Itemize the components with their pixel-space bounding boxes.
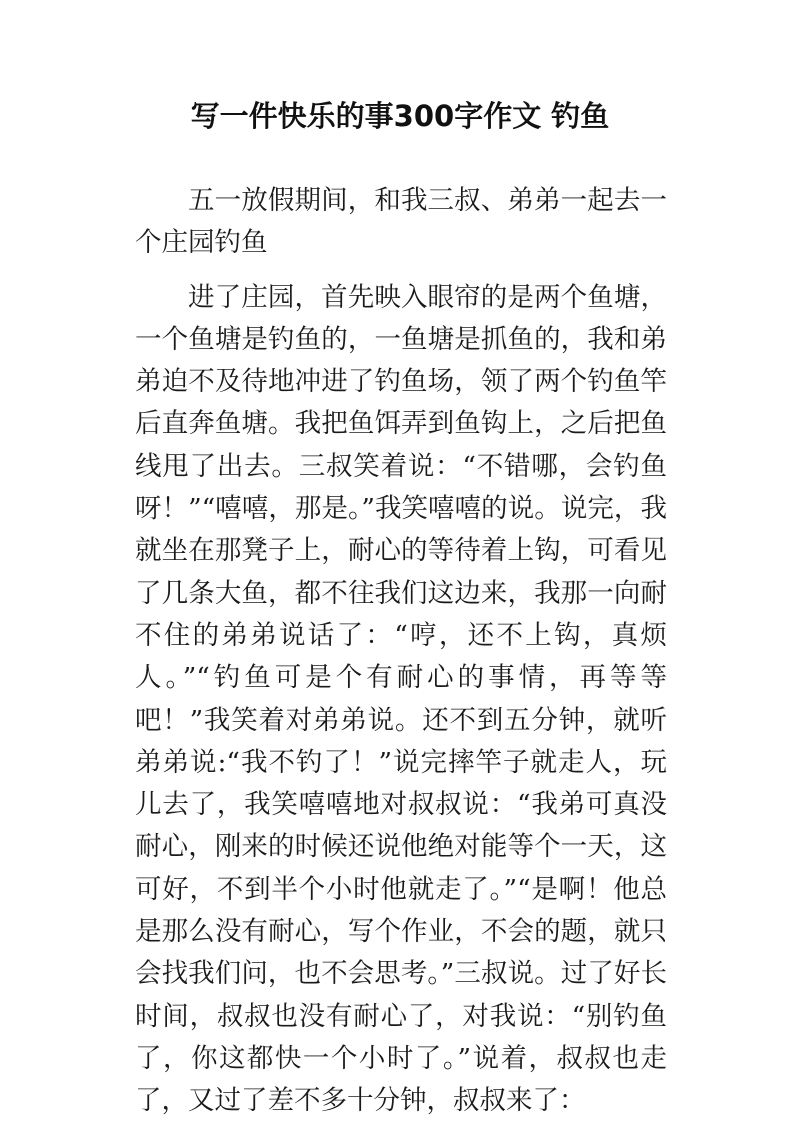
paragraph-intro: 五一放假期间，和我三叔、弟弟一起去一个庄园钓鱼 — [135, 185, 667, 259]
document-title: 写一件快乐的事300字作文 钓鱼 — [190, 99, 610, 133]
document-body — [135, 180, 667, 1123]
paragraph-main: 进了庄园，首先映入眼帘的是两个鱼塘，一个鱼塘是钓鱼的，一鱼塘是抓鱼的，我和弟弟迫不及待地冲进了钓鱼场，领了两个钓鱼竿后直奔鱼塘。我把鱼饵弄到鱼钩上，之后把鱼线甩了出去。三叔笑着说：“不错哪，会钓鱼呀！”“嘻嘻，那是。”我笑嘻嘻的说。说完，我就坐在那凳子上，耐心的等待着上钩，可看见了几条大鱼，都不往我们这边来，我那一向耐不住的弟弟说话了：“哼，还不上钩，真烦人。”“钓鱼可是个有耐心的事情，再等等吧！”我笑着对弟弟说。还不到五分钟，就听弟弟说:“我不钓了！”说完摔竿子就走人，玩儿去了，我笑嘻嘻地对叔叔说：“我弟可真没耐心，刚来的时候还说他绝对能等个一天，这可好，不到半个小时他就走了。”“是啊！他总是那么没有耐心，写个作业，不会的题，就只会找我们问，也不会思考。”三叔说。过了好长时间，叔叔也没有耐心了，对我说：“别钓鱼了，你这都快一个小时了。”说着，叔叔也走了，又过了差不多十分钟，叔叔来了： — [135, 281, 667, 1117]
